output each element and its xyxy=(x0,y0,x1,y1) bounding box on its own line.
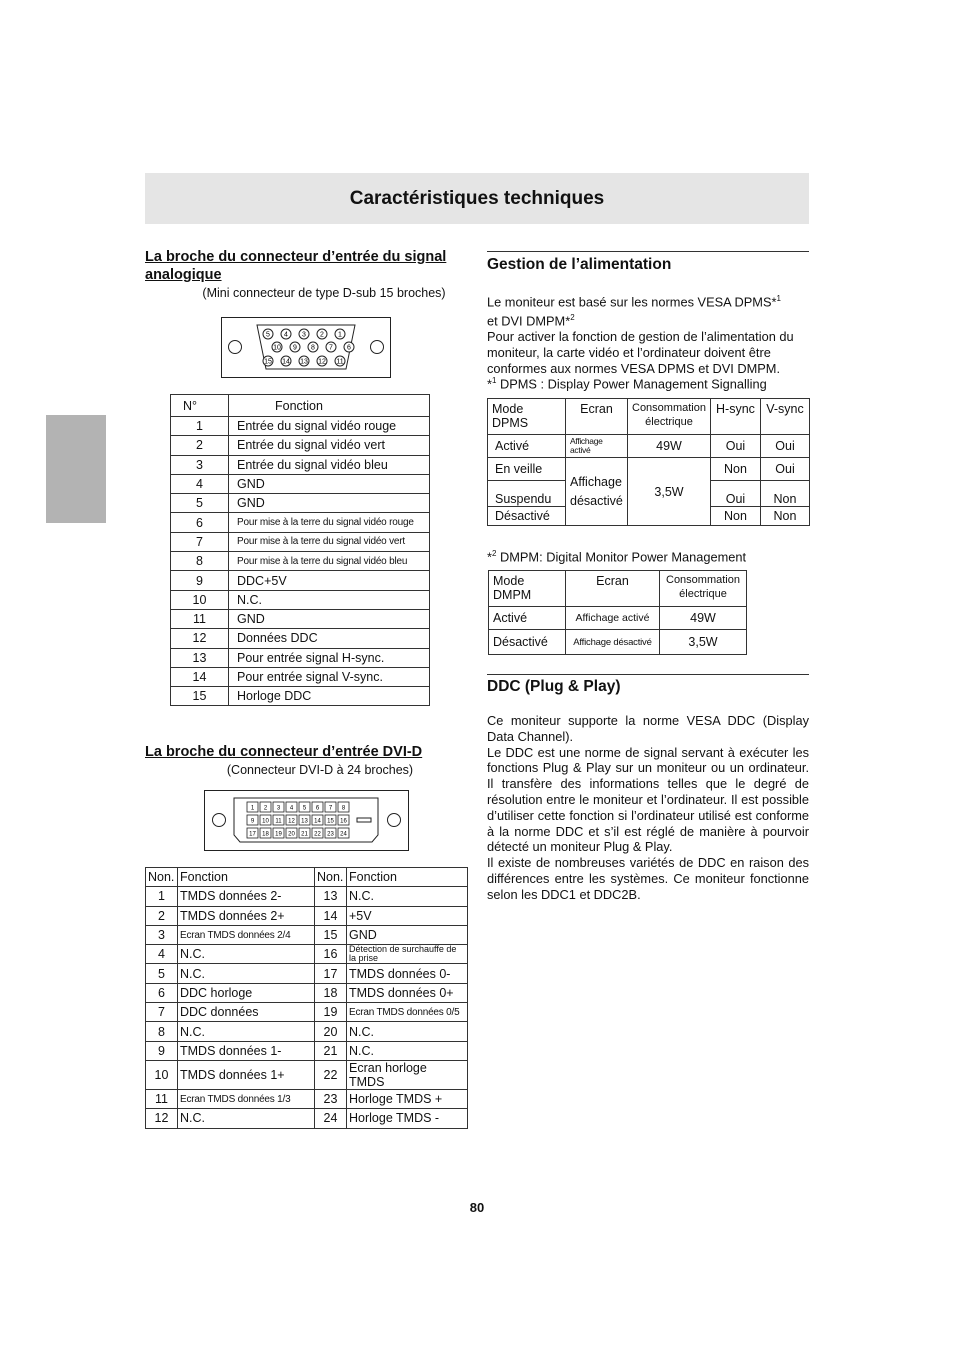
pin-label: 19 xyxy=(275,831,282,838)
pin-number: 2 xyxy=(146,906,178,925)
pin-number: 11 xyxy=(146,1089,178,1108)
footnote-dpms xyxy=(487,373,809,392)
analog-subtitle-text: (Mini connecteur de type D-sub 15 broches) xyxy=(202,286,446,300)
power-intro-line1 xyxy=(487,291,809,310)
page-title-bar xyxy=(145,173,809,224)
dvi-h-fonction: Fonction xyxy=(178,868,315,887)
dpms-table xyxy=(487,398,810,526)
table-row xyxy=(171,436,430,455)
pin-label: 4 xyxy=(289,805,294,812)
pin-label: 3 xyxy=(276,805,281,812)
dpms-r1-h: Oui xyxy=(710,435,760,458)
table-row xyxy=(171,590,430,609)
pin-function: GND xyxy=(229,474,430,493)
dpms-r1-mode: Activé xyxy=(488,435,566,458)
power-intro-2: et DVI DMPM* xyxy=(487,313,571,329)
table-row xyxy=(146,1003,468,1022)
pin-label: 4 xyxy=(284,331,288,339)
pin-function: TMDS données 1- xyxy=(178,1041,315,1060)
dvi-heading: La broche du connecteur d’entrée DVI-D xyxy=(145,744,423,760)
pin-label: 8 xyxy=(311,344,315,352)
dpms-r4-mode: Désactivé xyxy=(488,507,566,526)
dpms-r4-v: Non xyxy=(760,507,809,526)
dsub15-connector-diagram xyxy=(221,317,392,379)
fn2-text: DMPM: Digital Monitor Power Management xyxy=(496,549,747,565)
table-row xyxy=(171,667,430,686)
pin-number: 23 xyxy=(315,1089,347,1108)
table-row xyxy=(146,1089,468,1108)
table-header-row xyxy=(146,868,468,887)
pin-number: 4 xyxy=(171,474,229,493)
dpms-r3-v: Non xyxy=(760,481,809,507)
pin-label: 21 xyxy=(301,831,308,838)
dpms-r1-conso: 49W xyxy=(628,435,711,458)
dvi-subtitle-text: (Connecteur DVI-D à 24 broches) xyxy=(226,763,414,777)
pin-function: N.C. xyxy=(347,887,468,906)
table-row xyxy=(146,1022,468,1041)
pin-label: 20 xyxy=(288,831,295,838)
pin-label: 14 xyxy=(314,818,321,825)
pin-number: 22 xyxy=(315,1060,347,1089)
power-intro-1: Le moniteur est basé sur les normes VESA DPMS* xyxy=(487,294,777,310)
pin-number: 9 xyxy=(146,1041,178,1060)
pin-label: 12 xyxy=(318,358,326,366)
pin-function: Entrée du signal vidéo rouge xyxy=(229,417,430,436)
pin-function: Données DDC xyxy=(229,629,430,648)
table-row xyxy=(171,494,430,513)
pin-function: Ecran TMDS données 0/5 xyxy=(347,1003,468,1022)
power-sup-2: 2 xyxy=(570,313,575,323)
power-intro xyxy=(487,291,809,377)
ddc-rule xyxy=(487,674,809,675)
pin-label: 22 xyxy=(314,831,321,838)
pin-label: 24 xyxy=(340,831,347,838)
pin-label: 14 xyxy=(282,358,290,366)
pin-number: 11 xyxy=(171,609,229,628)
pin-number: 18 xyxy=(315,983,347,1002)
pin-label: 9 xyxy=(250,818,255,825)
table-row xyxy=(171,687,430,706)
pin-label: 17 xyxy=(249,831,256,838)
dpms-h-mode: Mode DPMS xyxy=(488,399,566,435)
dpms-r4-h: Non xyxy=(710,507,760,526)
side-tab xyxy=(46,415,106,523)
pin-number: 3 xyxy=(146,925,178,944)
pin-number: 4 xyxy=(146,945,178,964)
dvi-h-num: Non. xyxy=(315,868,347,887)
pin-label: 7 xyxy=(328,805,333,812)
table-row xyxy=(171,648,430,667)
pin-label: 10 xyxy=(273,344,281,352)
pin-function: Entrée du signal vidéo bleu xyxy=(229,455,430,474)
pin-function: Pour entrée signal V-sync. xyxy=(229,667,430,686)
pin-function: N.C. xyxy=(347,1022,468,1041)
dpms-r2-h: Non xyxy=(710,458,760,481)
pin-function: Horloge TMDS - xyxy=(347,1109,468,1128)
pin-label: 5 xyxy=(302,805,307,812)
pin-number: 21 xyxy=(315,1041,347,1060)
dpms-off-conso: 3,5W xyxy=(628,458,711,526)
pin-function: Pour mise à la terre du signal vidéo rouge xyxy=(229,513,430,532)
table-row xyxy=(171,552,430,571)
pin-label: 16 xyxy=(340,818,347,825)
dvi-h-num: Non. xyxy=(146,868,178,887)
pin-function: N.C. xyxy=(178,1022,315,1041)
pin-number: 13 xyxy=(315,887,347,906)
table-row xyxy=(171,513,430,532)
page-number: 80 xyxy=(469,1200,485,1215)
dvi-subtitle xyxy=(145,763,495,777)
dmpm-r2-ecran: Affichage désactivé xyxy=(566,630,660,655)
pin-label: 2 xyxy=(320,331,324,339)
dpms-r3-mode: Suspendu xyxy=(488,481,566,507)
pin-label: 7 xyxy=(329,344,333,352)
pin-function: GND xyxy=(229,494,430,513)
analog-heading: La broche du connecteur d’entrée du signal analogique xyxy=(145,249,447,283)
pin-function: Pour mise à la terre du signal vidéo bleu xyxy=(229,552,430,571)
dpms-r3-h: Oui xyxy=(710,481,760,507)
dmpm-h-conso: Consommation électrique xyxy=(660,571,747,607)
pin-number: 5 xyxy=(171,494,229,513)
analog-pin-table xyxy=(170,394,430,706)
dpms-r2-v: Oui xyxy=(760,458,809,481)
pin-label: 1 xyxy=(338,331,342,339)
table-header-row xyxy=(171,395,430,417)
pin-function: N.C. xyxy=(347,1041,468,1060)
table-row xyxy=(146,964,468,983)
footnote-dmpm xyxy=(487,546,809,565)
pin-function: TMDS données 2+ xyxy=(178,906,315,925)
dmpm-r1-mode: Activé xyxy=(489,607,566,630)
table-row xyxy=(171,455,430,474)
power-sup-1: 1 xyxy=(776,294,781,303)
pin-number: 10 xyxy=(171,590,229,609)
ddc-para-1: Ce moniteur supporte la norme VESA DDC (Display Data Channel). xyxy=(487,713,809,744)
table-row xyxy=(146,1041,468,1060)
dmpm-table xyxy=(488,570,747,655)
pin-number: 16 xyxy=(315,945,347,964)
pin-number: 19 xyxy=(315,1003,347,1022)
dpms-h-conso: Consommation électrique xyxy=(628,399,711,435)
power-intro-line2 xyxy=(487,310,809,329)
pin-function: TMDS données 0- xyxy=(347,964,468,983)
dvi-connector-diagram xyxy=(204,790,410,852)
table-row xyxy=(171,571,430,590)
pin-number: 14 xyxy=(315,906,347,925)
pin-number: 6 xyxy=(171,513,229,532)
pin-label: 5 xyxy=(266,331,270,339)
pin-number: 1 xyxy=(171,417,229,436)
power-rule xyxy=(487,251,809,252)
dpms-h-ecran: Ecran xyxy=(566,399,628,435)
pin-number: 8 xyxy=(171,552,229,571)
fn1-sup: 1 xyxy=(491,376,497,385)
pin-label: 10 xyxy=(262,818,269,825)
pin-number: 9 xyxy=(171,571,229,590)
pin-number: 7 xyxy=(171,532,229,551)
dmpm-h-mode: Mode DMPM xyxy=(489,571,566,607)
power-intro-3: Pour activer la fonction de gestion de l’alimentation du moniteur, la carte vidéo et l’ordinateur doivent être conformes aux normes VESA DPMS et DVI DMPM. xyxy=(487,329,794,376)
pin-label: 3 xyxy=(302,331,306,339)
pin-function: Ecran horloge TMDS xyxy=(347,1060,468,1089)
dpms-r1-ecran: Affichage activé xyxy=(566,435,628,458)
pin-number: 15 xyxy=(315,925,347,944)
pin-number: 15 xyxy=(171,687,229,706)
pin-number: 24 xyxy=(315,1109,347,1128)
ddc-para-3: Il existe de nombreuses variétés de DDC en raison des différences entre les systèmes. Ce moniteur fonctionne selon les DDC1 et DDC2B. xyxy=(487,855,809,902)
dmpm-r2-mode: Désactivé xyxy=(489,630,566,655)
pin-number: 5 xyxy=(146,964,178,983)
pin-function: Horloge TMDS + xyxy=(347,1089,468,1108)
pin-label: 2 xyxy=(263,805,268,812)
pin-function: TMDS données 2- xyxy=(178,887,315,906)
pin-function: N.C. xyxy=(178,945,315,964)
pin-function: N.C. xyxy=(229,590,430,609)
pin-label: 9 xyxy=(293,344,297,352)
table-row xyxy=(171,474,430,493)
table-row xyxy=(171,629,430,648)
dpms-r1-v: Oui xyxy=(760,435,809,458)
table-row xyxy=(146,983,468,1002)
ddc-body xyxy=(487,713,809,903)
pin-number: 10 xyxy=(146,1060,178,1089)
pin-number: 2 xyxy=(171,436,229,455)
dvi-h-fonction: Fonction xyxy=(347,868,468,887)
table-row xyxy=(146,945,468,964)
dpms-off-ecran: Affichage désactivé xyxy=(566,458,628,526)
pin-function: N.C. xyxy=(178,964,315,983)
ddc-para-2: Le DDC est une norme de signal servant à exécuter les fonctions Plug & Play sur un moniteur ou un ordinateur. Il transfère des informations telles que le degré de résolution entre le moniteur et l’ordinateur. Il est possible d’utiliser cette fonction si l’ordinateur utilisé est conforme à la norme DDC et s’il est réglé de manière à pourvoir détecté un moniteur Plug & Play. xyxy=(487,744,809,855)
pin-function: DDC horloge xyxy=(178,983,315,1002)
pin-function: +5V xyxy=(347,906,468,925)
fn2-mark: * xyxy=(487,549,492,565)
pin-label: 15 xyxy=(327,818,334,825)
fn1-text: DPMS : Display Power Management Signalling xyxy=(496,376,767,392)
pin-label: 12 xyxy=(288,818,295,825)
pin-number: 7 xyxy=(146,1003,178,1022)
power-heading: Gestion de l’alimentation xyxy=(487,256,672,273)
pin-number: 6 xyxy=(146,983,178,1002)
table-row xyxy=(171,417,430,436)
pin-number: 1 xyxy=(146,887,178,906)
pin-function: DDC données xyxy=(178,1003,315,1022)
pin-number: 8 xyxy=(146,1022,178,1041)
pin-number: 12 xyxy=(171,629,229,648)
pin-label: 6 xyxy=(315,805,320,812)
ddc-heading: DDC (Plug & Play) xyxy=(487,678,621,695)
pin-label: 18 xyxy=(262,831,269,838)
analog-subtitle xyxy=(145,286,475,300)
table-row xyxy=(146,887,468,906)
page-title: Caractéristiques techniques xyxy=(349,187,605,209)
dmpm-h-ecran: Ecran xyxy=(566,571,660,607)
pin-label: 13 xyxy=(301,818,308,825)
analog-h-num: N° xyxy=(171,395,229,417)
pin-function: TMDS données 1+ xyxy=(178,1060,315,1089)
dpms-h-hsync: H-sync xyxy=(710,399,760,435)
pin-label: 11 xyxy=(336,358,344,366)
pin-function: GND xyxy=(347,925,468,944)
pin-label: 11 xyxy=(275,818,282,825)
pin-number: 12 xyxy=(146,1109,178,1128)
pin-function: Détection de surchauffe de la prise xyxy=(347,945,468,964)
table-row xyxy=(146,1060,468,1089)
pin-function: DDC+5V xyxy=(229,571,430,590)
pin-number: 20 xyxy=(315,1022,347,1041)
table-row xyxy=(171,609,430,628)
pin-function: Ecran TMDS données 2/4 xyxy=(178,925,315,944)
pin-number: 13 xyxy=(171,648,229,667)
dmpm-r2-conso: 3,5W xyxy=(660,630,747,655)
pin-function: TMDS données 0+ xyxy=(347,983,468,1002)
dpms-r2-mode: En veille xyxy=(488,458,566,481)
pin-label: 15 xyxy=(264,358,272,366)
pin-function: Entrée du signal vidéo vert xyxy=(229,436,430,455)
pin-function: Ecran TMDS données 1/3 xyxy=(178,1089,315,1108)
analog-h-fonction: Fonction xyxy=(229,395,430,417)
pin-label: 1 xyxy=(250,805,255,812)
pin-label: 13 xyxy=(300,358,308,366)
pin-function: Pour mise à la terre du signal vidéo vert xyxy=(229,532,430,551)
table-row xyxy=(171,532,430,551)
pin-number: 3 xyxy=(171,455,229,474)
table-row xyxy=(146,906,468,925)
pin-number: 17 xyxy=(315,964,347,983)
dpms-h-vsync: V-sync xyxy=(760,399,809,435)
pin-label: 8 xyxy=(341,805,346,812)
dvi-pin-table xyxy=(145,867,468,1129)
fn2-sup: 2 xyxy=(491,549,497,558)
pin-function: Horloge DDC xyxy=(229,687,430,706)
table-row xyxy=(146,925,468,944)
pin-function: N.C. xyxy=(178,1109,315,1128)
pin-function: GND xyxy=(229,609,430,628)
table-row xyxy=(146,1109,468,1128)
pin-label: 23 xyxy=(327,831,334,838)
fn1-mark: * xyxy=(487,376,492,392)
dmpm-r1-conso: 49W xyxy=(660,607,747,630)
pin-label: 6 xyxy=(347,344,351,352)
dmpm-r1-ecran: Affichage activé xyxy=(566,607,660,630)
pin-number: 14 xyxy=(171,667,229,686)
pin-function: Pour entrée signal H-sync. xyxy=(229,648,430,667)
